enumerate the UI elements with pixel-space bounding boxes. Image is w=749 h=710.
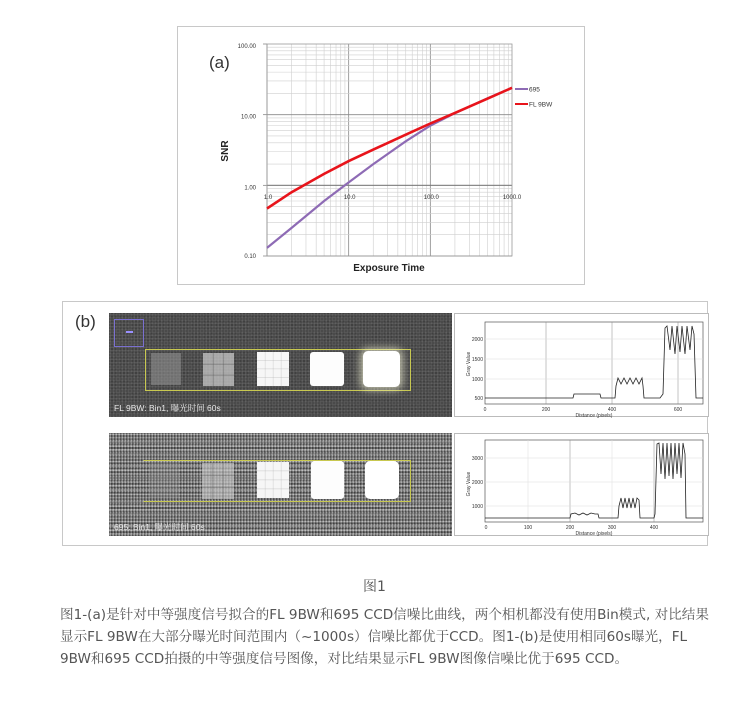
ccd695-profile-line [485,443,703,518]
series-695-line [267,88,512,248]
profile1-y-tick: 1000 [471,377,483,383]
ccd695-profile-svg [455,434,710,537]
fl9bw-image-caption: FL 9BW: Bin1, 曝光时间 60s [114,403,221,413]
profile1-y-tick: 1500 [471,357,483,363]
panel-label-b: (b) [75,312,96,331]
target-square-5 [365,461,399,499]
legend-label-695: 695 [529,86,540,94]
profile2-y-tick: 3000 [471,456,483,462]
profile1-x-tick: 200 [541,407,551,413]
x-tick-10: 10.0 [343,195,356,201]
y-tick-100: 100.00 [237,44,256,50]
y-tick-0.1: 0.10 [244,254,256,260]
x-tick-100: 100.0 [423,195,439,201]
target-square-2 [202,463,234,499]
target-square-1 [151,353,181,385]
image-comparison-figure [62,301,708,546]
profile2-x-tick: 300 [607,525,617,531]
scale-bar [126,331,133,333]
ccd695-image [109,433,452,536]
target-square-1 [149,463,179,498]
target-square-2 [203,353,234,386]
series-fl9bw-line [267,88,512,209]
profile1-x-tick: 600 [673,407,683,413]
ccd695-image-caption: 695: Bin1, 曝光时间 60s [114,522,205,532]
profile1-y-tick: 2000 [471,337,483,343]
profile2-x-tick: 100 [523,525,533,531]
profile2-x-tick: 0 [484,525,488,531]
profile1-x-label: Distance (pixels) [575,413,613,418]
profile2-x-tick: 400 [649,525,659,531]
y-tick-1: 1.00 [244,185,256,192]
fl9bw-image [109,313,452,417]
ccd695-profile-plot [454,433,709,536]
snr-chart [178,27,586,286]
profile2-y-tick: 2000 [471,480,483,486]
scale-indicator-box [114,319,144,347]
figure-title: 图1 [363,579,386,595]
profile1-x-tick: 400 [607,407,617,413]
y-tick-10: 10.00 [240,114,256,121]
legend [515,87,553,109]
profile2-x-label: Distance (pixels) [575,531,613,537]
plot-area [267,44,512,256]
chart-grid [263,44,512,256]
target-square-3 [257,462,289,498]
x-axis-label: Exposure Time [353,263,425,274]
fl9bw-profile-line [485,326,703,398]
snr-chart-figure [177,26,585,285]
target-square-4 [310,352,344,386]
fl9bw-profile-plot [454,313,709,417]
profile1-y-label: Gray Value [466,351,472,377]
x-tick-1: 1.0 [263,195,273,201]
target-square-4 [311,461,344,499]
profile1-y-tick: 500 [474,396,483,402]
x-tick-1000: 1000.0 [502,195,522,201]
panel-label-a: (a) [209,53,230,72]
profile2-y-label: Gray Value [466,471,472,497]
figure-description: 图1-(a)是针对中等强度信号拟合的FL 9BW和695 CCD信噪比曲线，两个相机都没有使用Bin模式, 对比结果显示FL 9BW在大部分曝光时间范围内（~1000s）信噪比都优于CCD。图1-(b)是使用相同60s曝光，FL 9BW和695 CCD拍摄的中等强度信号图像，对比结果显示FL 9BW图像信噪比优于695 CCD。 [60,607,709,667]
profile2-x-tick: 200 [565,525,575,531]
target-square-3 [257,352,289,386]
y-axis-label: SNR [220,140,231,162]
target-square-5 [363,351,400,387]
profile2-y-tick: 1000 [471,504,483,510]
profile1-x-tick: 0 [483,407,487,413]
legend-label-fl9bw: FL 9BW [529,101,553,109]
fl9bw-profile-svg [455,314,710,418]
